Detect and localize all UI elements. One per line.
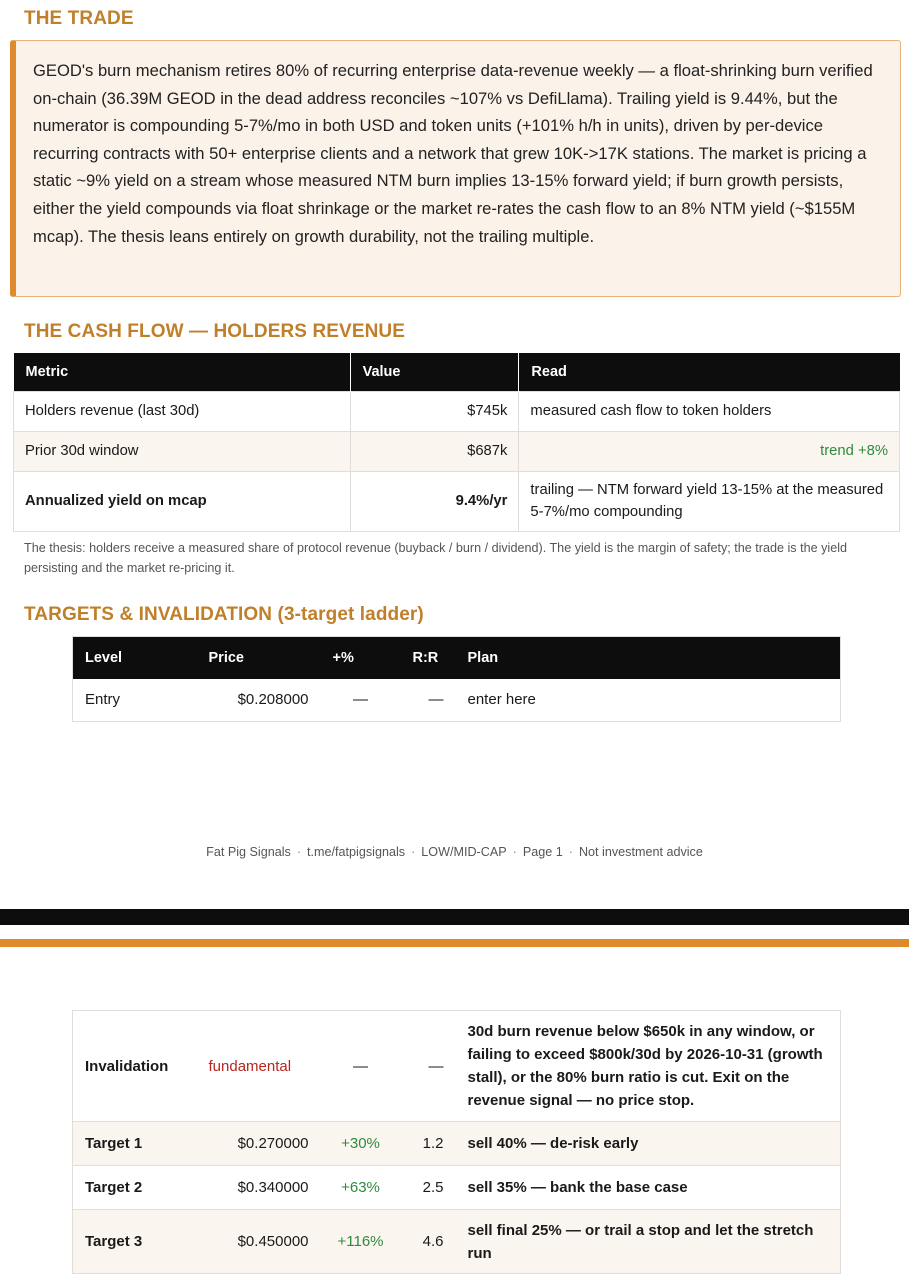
page-top-accent-bar — [0, 939, 909, 947]
col-header-read: Read — [519, 353, 900, 391]
price-cell: $0.340000 — [197, 1166, 321, 1210]
footer-tier: LOW/MID-CAP — [421, 845, 507, 859]
pct-cell: +30% — [321, 1122, 401, 1166]
cash-flow-title: THE CASH FLOW — HOLDERS REVENUE — [24, 321, 406, 342]
table-row-target-2 — [73, 1166, 841, 1210]
level-cell: Target 2 — [73, 1166, 197, 1210]
pct-cell: +63% — [321, 1166, 401, 1210]
footer-separator: · — [512, 845, 517, 859]
plan-cell: sell 40% — de-risk early — [456, 1122, 841, 1166]
col-header-level: Level — [73, 637, 197, 679]
price-cell: $0.208000 — [197, 679, 321, 722]
plan-cell: enter here — [456, 679, 841, 722]
pct-cell: — — [321, 679, 401, 722]
targets-title: TARGETS & INVALIDATION (3-target ladder) — [24, 604, 424, 625]
plan-cell: sell final 25% — or trail a stop and let the stretch run — [456, 1210, 841, 1274]
level-cell: Target 1 — [73, 1122, 197, 1166]
table-row — [14, 431, 900, 471]
pct-cell: — — [321, 1011, 401, 1122]
price-cell: $0.270000 — [197, 1122, 321, 1166]
targets-table — [72, 636, 841, 722]
table-row-target-3 — [73, 1210, 841, 1274]
table-row-entry — [73, 679, 841, 722]
table-row — [14, 391, 900, 431]
footer-page-number: Page 1 — [522, 845, 563, 859]
thesis-note: The thesis: holders receive a measured share of protocol revenue (buyback / burn / dividend). The yield is the margin of safety; the trade is the yield persisting and the market re-pricing it. — [24, 541, 847, 575]
col-header-price: Price — [197, 637, 321, 679]
trade-title: THE TRADE — [24, 8, 134, 29]
footer-brand: Fat Pig Signals — [206, 845, 291, 859]
col-header-value: Value — [350, 353, 519, 391]
footer-disclaimer: Not investment advice — [578, 845, 703, 859]
read-cell: measured cash flow to token holders — [519, 391, 900, 431]
metric-cell: Prior 30d window — [14, 431, 351, 471]
metric-cell: Annualized yield on mcap — [14, 471, 351, 531]
targets-table-continued — [72, 1010, 841, 1274]
rr-cell: — — [401, 1011, 456, 1122]
value-cell: 9.4%/yr — [350, 471, 519, 531]
trade-summary-box — [10, 40, 901, 297]
level-cell: Target 3 — [73, 1210, 197, 1274]
read-cell: trailing — NTM forward yield 13-15% at the measured 5-7%/mo compounding — [519, 471, 900, 531]
footer-separator: · — [296, 845, 302, 859]
rr-cell: 1.2 — [401, 1122, 456, 1166]
level-cell: Entry — [73, 679, 197, 722]
rr-cell: 4.6 — [401, 1210, 456, 1274]
value-cell: $745k — [350, 391, 519, 431]
page-break-bar — [0, 909, 909, 925]
targets-header-row — [73, 637, 841, 679]
col-header-pct: +% — [321, 637, 401, 679]
trend-cell: trend +8% — [519, 431, 900, 471]
price-cell: fundamental — [197, 1011, 321, 1122]
trade-summary-text: GEOD's burn mechanism retires 80% of recurring enterprise data-revenue weekly — a float-shrinking burn verified on-chain (36.39M GEOD in the dead address reconciles ~107% vs DefiLlama). Trailing yield is 9.44%, but the numerator is compounding 5-7%/mo in both USD and token units (+101% h/h in units), driven by per-device recurring contracts with 50+ enterprise clients and a network that grew 10K->17K stations. The market is pricing a static ~9% yield on a stream whose measured NTM burn implies 13-15% forward yield; if burn growth persists, either the yield compounds via float shrinkage or the market re-rates the cash flow to an 8% NTM yield (~$155M mcap). The thesis leans entirely on growth durability, not the trailing multiple. — [33, 61, 873, 246]
price-cell: $0.450000 — [197, 1210, 321, 1274]
footer-separator: · — [568, 845, 573, 859]
cash-flow-table — [13, 353, 900, 532]
value-cell: $687k — [350, 431, 519, 471]
table-row-target-1 — [73, 1122, 841, 1166]
plan-cell: 30d burn revenue below $650k in any window, or failing to exceed $800k/30d by 2026-10-31 (growth stall), or the 80% burn ratio is cut. Exit on the revenue signal — no price stop. — [456, 1011, 841, 1122]
level-cell: Invalidation — [73, 1011, 197, 1122]
col-header-metric: Metric — [14, 353, 351, 391]
plan-cell: sell 35% — bank the base case — [456, 1166, 841, 1210]
cash-flow-header-row — [14, 353, 900, 391]
col-header-rr: R:R — [401, 637, 456, 679]
rr-cell: 2.5 — [401, 1166, 456, 1210]
footer-link[interactable]: t.me/fatpigsignals — [307, 845, 406, 859]
footer-separator: · — [411, 845, 416, 859]
page-footer — [0, 845, 909, 859]
pct-cell: +116% — [321, 1210, 401, 1274]
col-header-plan: Plan — [456, 637, 841, 679]
table-row-invalidation — [73, 1011, 841, 1122]
rr-cell: — — [401, 679, 456, 722]
table-row — [14, 471, 900, 531]
metric-cell: Holders revenue (last 30d) — [14, 391, 351, 431]
